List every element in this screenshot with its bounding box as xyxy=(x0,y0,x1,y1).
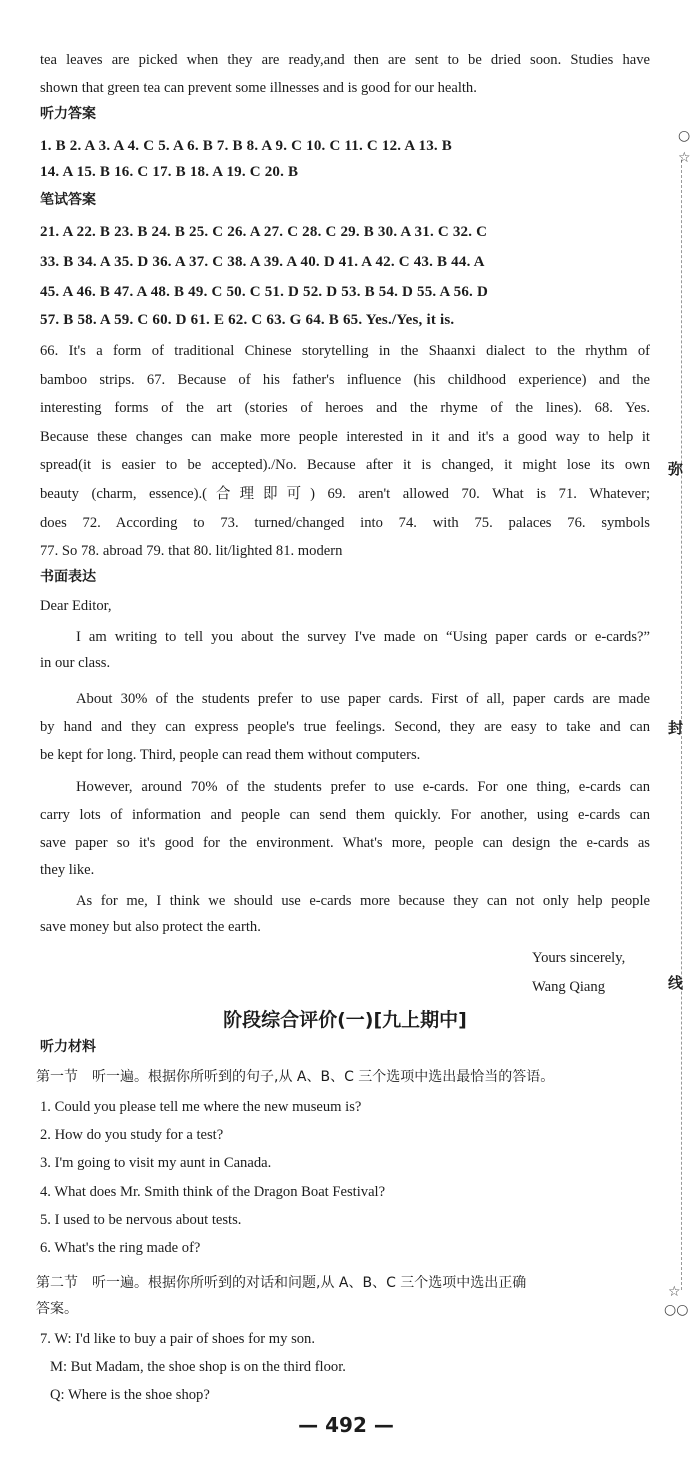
part1-item-3: 3. I'm going to visit my aunt in Canada. xyxy=(40,1155,272,1171)
part1-item-6: 6. What's the ring made of? xyxy=(40,1240,201,1256)
written-answers-line-3: 45. A 46. B 47. A 48. B 49. C 50. C 51. D 52. D 53. B 54. D 55. A 56. D xyxy=(40,284,488,300)
section-title: 阶段综合评价(一)[九上期中] xyxy=(223,1009,467,1031)
continued-line-2: shown that green tea can prevent some illnesses and is good for our health. xyxy=(40,80,477,96)
letter-p3-line-1: However, around 70% of the students prefer to use e-cards. For one thing, e-cards can xyxy=(76,779,650,795)
part2-instruction-line-2: 答案。 xyxy=(36,1301,78,1317)
margin-char-feng: 封 xyxy=(668,719,684,737)
continued-line-1: tea leaves are picked when they are ready,and then are sent to be dried soon. Studies have xyxy=(40,52,650,68)
listening-answers-heading: 听力答案 xyxy=(40,106,96,122)
letter-p4-line-2: save money but also protect the earth. xyxy=(40,919,261,935)
written-answers-line-4: 57. B 58. A 59. C 60. D 61. E 62. C 63. G 64. B 65. Yes./Yes, it is. xyxy=(40,312,455,328)
letter-signature: Wang Qiang xyxy=(532,979,605,995)
letter-p1-line-1: I am writing to tell you about the survey I've made on “Using paper cards or e-cards?” xyxy=(76,629,650,645)
part2-item-7-w: 7. W: I'd like to buy a pair of shoes for my son. xyxy=(40,1331,316,1347)
page-number: — 492 — xyxy=(298,1413,394,1437)
letter-p2-line-1: About 30% of the students prefer to use paper cards. First of all, paper cards are made xyxy=(76,691,650,707)
long-answer-line-1: 66. It's a form of traditional Chinese storytelling in the Shaanxi dialect to the rhythm of xyxy=(40,343,650,359)
part2-instruction-line-1: 第二节 听一遍。根据你所听到的对话和问题,从 A、B、C 三个选项中选出正确 xyxy=(36,1275,527,1291)
long-answer-line-8: 77. So 78. abroad 79. that 80. lit/lighted 81. modern xyxy=(40,543,343,559)
long-answer-line-3: interesting forms of the art (stories of heroes and the rhyme of the lines). 68. Yes. xyxy=(40,400,650,416)
listening-material-heading: 听力材料 xyxy=(40,1039,96,1055)
part1-instruction: 第一节 听一遍。根据你所听到的句子,从 A、B、C 三个选项中选出最恰当的答语。 xyxy=(36,1069,555,1085)
part1-item-2: 2. How do you study for a test? xyxy=(40,1127,224,1143)
written-answers-line-2: 33. B 34. A 35. D 36. A 37. C 38. A 39. A 40. D 41. A 42. C 43. B 44. A xyxy=(40,254,485,270)
long-answer-line-7: does 72. According to 73. turned/changed into 74. with 75. palaces 76. symbols xyxy=(40,515,650,531)
part1-item-5: 5. I used to be nervous about tests. xyxy=(40,1212,242,1228)
letter-p4-line-1: As for me, I think we should use e-cards more because they can not only help people xyxy=(76,893,650,909)
letter-salutation: Dear Editor, xyxy=(40,598,112,614)
listening-answers-line-1: 1. B 2. A 3. A 4. C 5. A 6. B 7. B 8. A 9. C 10. C 11. C 12. A 13. B xyxy=(40,138,453,154)
letter-p1-line-2: in our class. xyxy=(40,655,111,671)
margin-star-icon: ☆ xyxy=(678,150,691,166)
margin-char-xian: 线 xyxy=(668,974,684,992)
long-answer-line-6: beauty (charm, essence).(合理即可) 69. aren't allowed 70. What is 71. Whatever; xyxy=(40,486,650,502)
letter-p3-line-2: carry lots of information and people can send them quickly. For another, using e-cards can xyxy=(40,807,650,823)
letter-p2-line-3: be kept for long. Third, people can read them without computers. xyxy=(40,747,421,763)
long-answer-line-5: spread(it is easier to be accepted)./No. Because after it is changed, it might lose its own xyxy=(40,457,650,473)
written-answers-heading: 笔试答案 xyxy=(40,192,96,208)
part1-item-1: 1. Could you please tell me where the new museum is? xyxy=(40,1099,362,1115)
letter-p2-line-2: by hand and they can express people's true feelings. Second, they are easy to take and can xyxy=(40,719,650,735)
margin-circle-icon: ○ xyxy=(678,128,691,144)
margin-char-mi: 弥 xyxy=(668,460,684,478)
part2-item-7-q: Q: Where is the shoe shop? xyxy=(50,1387,210,1403)
writing-heading: 书面表达 xyxy=(40,569,96,585)
long-answer-line-2: bamboo strips. 67. Because of his father's influence (his childhood experience) and the xyxy=(40,372,650,388)
letter-p3-line-4: they like. xyxy=(40,862,95,878)
letter-closing: Yours sincerely, xyxy=(532,950,626,966)
listening-answers-line-2: 14. A 15. B 16. C 17. B 18. A 19. C 20. B xyxy=(40,164,299,180)
margin-circles-icon: ○○ xyxy=(664,1302,689,1318)
written-answers-line-1: 21. A 22. B 23. B 24. B 25. C 26. A 27. C 28. C 29. B 30. A 31. C 32. C xyxy=(40,224,488,240)
part1-item-4: 4. What does Mr. Smith think of the Dragon Boat Festival? xyxy=(40,1184,386,1200)
letter-p3-line-3: save paper so it's good for the environment. What's more, people can design the e-cards as xyxy=(40,835,650,851)
long-answer-line-4: Because these changes can make more people interested in it and it's a good way to help it xyxy=(40,429,650,445)
part2-item-7-m: M: But Madam, the shoe shop is on the third floor. xyxy=(50,1359,346,1375)
margin-star-icon-bottom: ☆ xyxy=(668,1284,681,1300)
